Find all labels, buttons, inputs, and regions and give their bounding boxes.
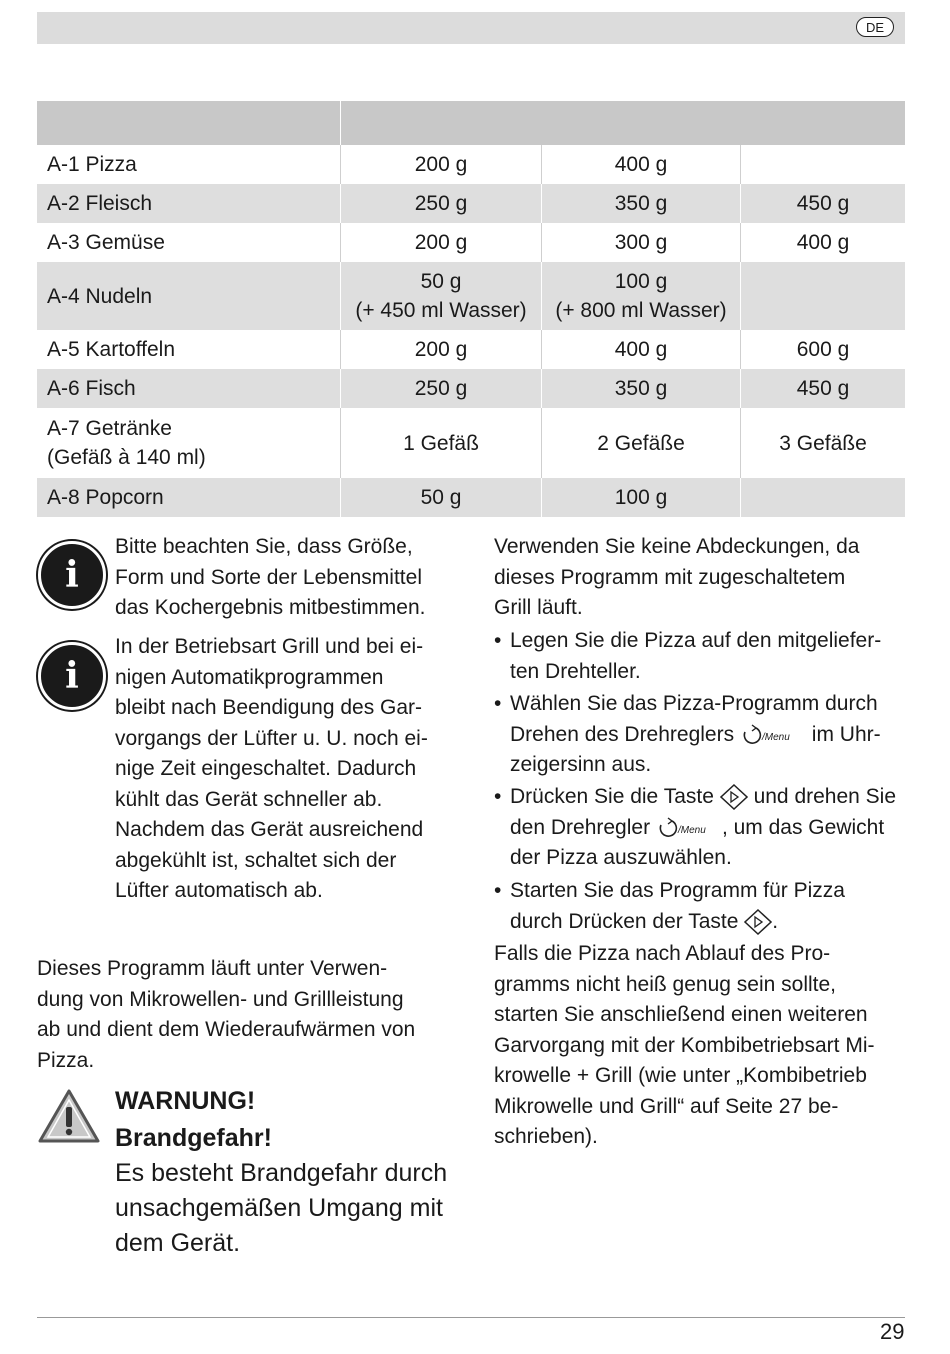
list-item: • Drücken Sie die Taste und drehen Sie den Drehregler /Menu , um das Gewicht der Pizza auszuwählen.: [494, 785, 897, 869]
footer-rule: [37, 1317, 905, 1318]
table-row: A-7 Getränke (Gefäß à 140 ml) 1 Gefäß 2 Gefäße 3 Gefäße: [37, 408, 905, 478]
info-note-1: Bitte beachten Sie, dass Größe, Form und Sorte der Lebensmittel das Kochergebnis mitbestimmen.: [115, 535, 426, 619]
list-item: • Legen Sie die Pizza auf den mitgeliefer- ten Drehteller.: [494, 629, 882, 683]
start-button-icon: [744, 909, 772, 935]
table-row: A-2 Fleisch 250 g 350 g 450 g: [37, 184, 905, 223]
info-icon: i: [38, 541, 106, 609]
table-row: A-6 Fisch 250 g 350 g 450 g: [37, 369, 905, 408]
program-table: [37, 101, 905, 517]
warning-title: WARNUNG!: [115, 1087, 256, 1115]
dial-label: /Menu: [761, 731, 790, 743]
header-bar: [37, 12, 905, 44]
dial-menu-icon: [740, 723, 806, 747]
info-note-2: In der Betriebsart Grill und bei ei- nigen Automatikprogrammen bleibt nach Beendigung des Gar- vorgangs der Lüfter u. U. noch ei- nige Zeit eingeschaltet. Dadurch kühlt das Gerät schneller ab. Nachdem das Gerät ausreichend abgekühlt ist, schaltet sich der Lüfter automatisch ab.: [115, 635, 428, 902]
right-outro: Falls die Pizza nach Ablauf des Pro- gramms nicht heiß genug sein sollte, starten Sie anschließend einen weiteren Garvorgang mit der Kombibetriebsart Mi- krowelle + Grill (wie unter „Kombibetrieb Mikrowelle und Grill“ auf Seite 27 be- schrieben).: [494, 942, 875, 1148]
page-number: 29: [880, 1319, 905, 1344]
table-row: A-5 Kartoffeln 200 g 400 g 600 g: [37, 330, 905, 369]
table-row: A-8 Popcorn 50 g 100 g: [37, 478, 905, 517]
warning-triangle-icon: [37, 1088, 101, 1144]
table-header-row: [37, 101, 905, 145]
list-item: • Wählen Sie das Pizza-Programm durch Drehen des Drehreglers /Menu im Uhr- zeigersinn aus.: [494, 692, 881, 776]
dial-menu-icon: [656, 816, 722, 840]
list-item: • Starten Sie das Programm für Pizza durch Drücken der Taste .: [494, 876, 845, 937]
right-intro: Verwenden Sie keine Abdeckungen, da dieses Programm mit zugeschaltetem Grill läuft.: [494, 535, 860, 619]
program-intro: Dieses Programm läuft unter Verwen- dung von Mikrowellen- und Grillleistung ab und dient dem Wiederaufwärmen von Pizza.: [37, 957, 416, 1072]
info-icon: i: [38, 642, 106, 710]
start-button-icon: [720, 784, 748, 810]
table-row: A-4 Nudeln 50 g (+ 450 ml Wasser) 100 g (+ 800 ml Wasser): [37, 262, 905, 330]
warning-subtitle: Brandgefahr!: [115, 1124, 272, 1152]
dial-label: /Menu: [677, 824, 706, 836]
table-row: A-1 Pizza 200 g 400 g: [37, 145, 905, 184]
language-badge: DE: [856, 17, 894, 37]
table-row: A-3 Gemüse 200 g 300 g 400 g: [37, 223, 905, 262]
warning-text: Es besteht Brandgefahr durch unsachgemäßen Umgang mit dem Gerät.: [115, 1159, 448, 1257]
